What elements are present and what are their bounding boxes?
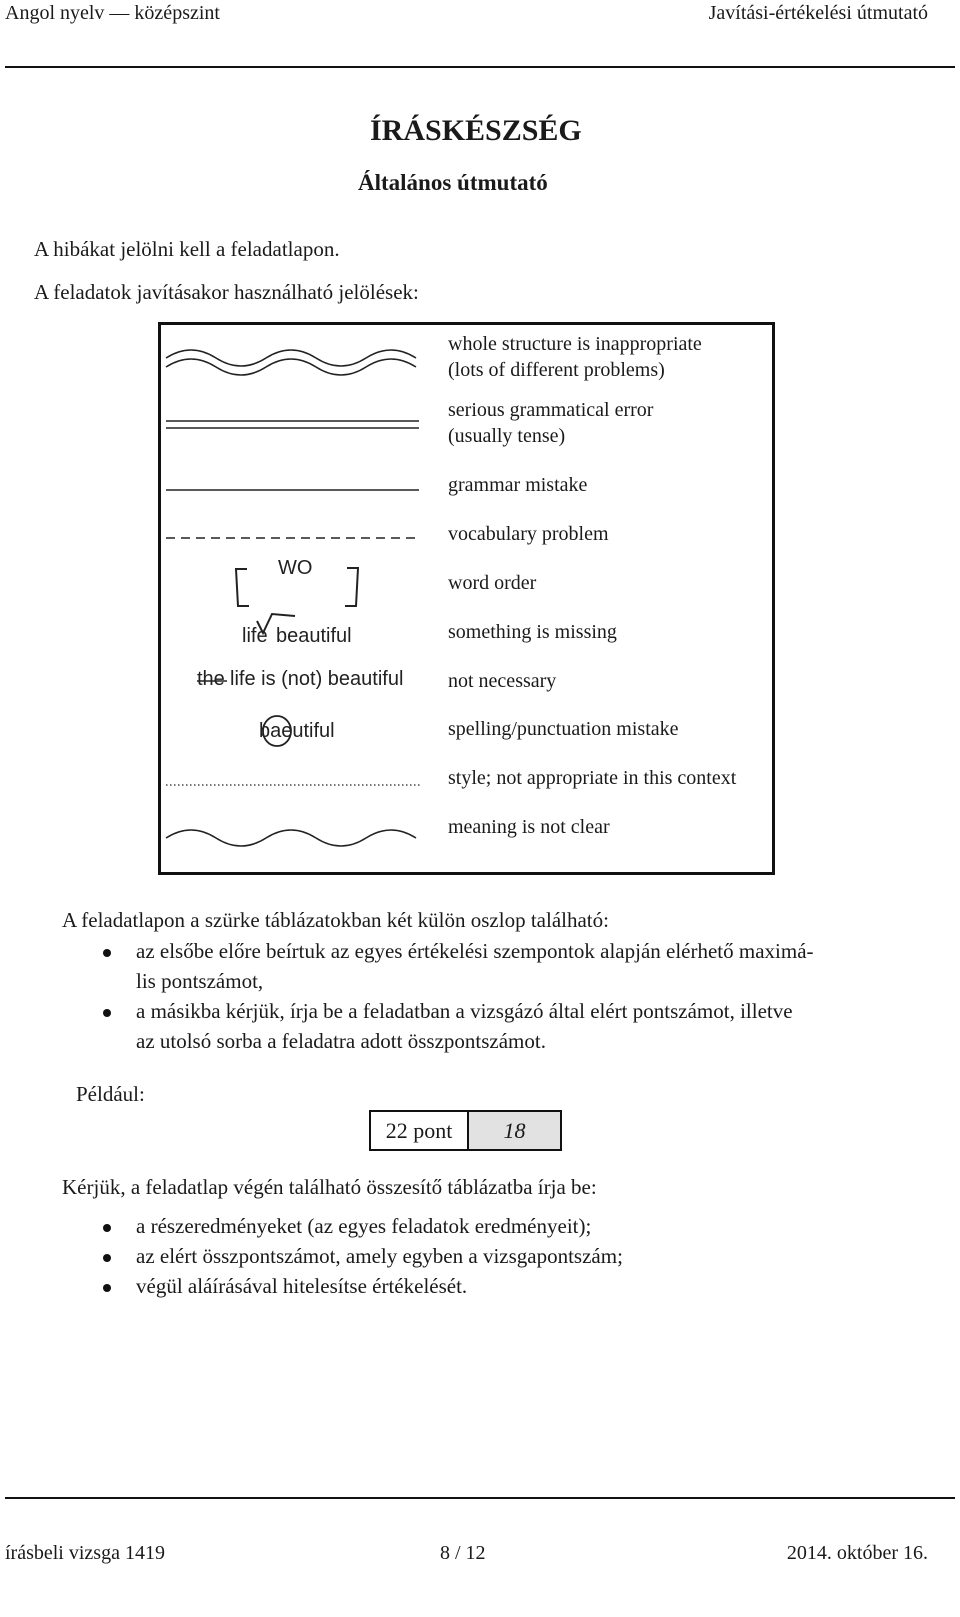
missing-example-right: beautiful <box>276 625 352 647</box>
legend-desc-meaning: meaning is not clear <box>448 816 610 838</box>
footer-date: 2014. október 16. <box>786 1542 928 1564</box>
example-score-table <box>369 1110 562 1151</box>
summary-table-bullets <box>64 1211 934 1301</box>
word-order-label: WO <box>278 557 313 579</box>
legend-desc-serious-grammar-line-2: (usually tense) <box>448 425 566 447</box>
bullet-icon <box>103 1284 111 1292</box>
header-doc-type: Javítási-értékelési útmutató <box>708 2 928 24</box>
list-item <box>64 1271 934 1301</box>
grey-tables-bullets <box>64 936 934 1056</box>
bullet-text: végül aláírásával hitelesítse értékelését. <box>136 1274 468 1298</box>
list-item <box>64 1211 934 1241</box>
page-subtitle: Általános útmutató <box>358 170 548 195</box>
intro-line-2: A feladatok javításakor használható jelölések: <box>34 280 419 304</box>
footer-rule <box>5 1497 955 1499</box>
word-order-left-bracket <box>236 569 249 606</box>
bullet-text: lis pontszámot, <box>136 969 264 993</box>
legend-desc-structure <box>448 331 702 383</box>
intro-line-1: A hibákat jelölni kell a feladatlapon. <box>34 237 340 261</box>
list-item-continuation <box>64 966 934 996</box>
legend-desc-serious-grammar <box>448 397 653 449</box>
bullet-icon <box>103 1009 111 1017</box>
correction-marks-legend <box>158 322 775 875</box>
spelling-example-rest: utiful <box>292 720 335 742</box>
page-number: 8 / 12 <box>440 1542 486 1564</box>
bullet-text: az elsőbe előre beírtuk az egyes értékelési szempontok alapján elérhető maximá- <box>136 939 814 963</box>
bullet-text: az utolsó sorba a feladatra adott összpontszámot. <box>136 1029 546 1053</box>
bullet-icon <box>103 1254 111 1262</box>
unnecessary-struck-word: the <box>197 668 225 690</box>
spelling-example <box>259 720 335 743</box>
page-title: ÍRÁSKÉSZSÉG <box>370 114 582 147</box>
legend-desc-word-order: word order <box>448 572 537 594</box>
grey-tables-paragraph: A feladatlapon a szürke táblázatokban két külön oszlop található: <box>62 908 609 932</box>
example-achieved-points: 18 <box>469 1112 560 1149</box>
example-max-points: 22 pont <box>371 1112 469 1149</box>
legend-desc-structure-line-1: whole structure is inappropriate <box>448 333 702 355</box>
list-item <box>64 936 934 966</box>
double-wavy-line-symbol <box>166 350 416 375</box>
header-rule <box>5 66 955 68</box>
bullet-icon <box>103 1224 111 1232</box>
footer-exam-code: írásbeli vizsga 1419 <box>5 1542 165 1564</box>
list-item <box>64 996 934 1026</box>
legend-desc-serious-grammar-line-1: serious grammatical error <box>448 399 654 421</box>
bullet-icon <box>103 949 111 957</box>
legend-desc-style: style; not appropriate in this context <box>448 767 737 789</box>
spelling-example-ae: ae <box>270 720 293 742</box>
summary-table-paragraph: Kérjük, a feladatlap végén található összesítő táblázatba írja be: <box>62 1175 597 1199</box>
bullet-text: az elért összpontszámot, amely egyben a vizsgapontszám; <box>136 1244 623 1268</box>
example-label: Például: <box>76 1082 145 1106</box>
unnecessary-example-rest: life is (not) beautiful <box>230 668 404 690</box>
legend-desc-vocabulary: vocabulary problem <box>448 523 609 545</box>
bullet-text: a másikba kérjük, írja be a feladatban a vizsgázó által elért pontszámot, illetve <box>136 999 793 1023</box>
list-item-continuation <box>64 1026 934 1056</box>
legend-desc-missing: something is missing <box>448 621 617 643</box>
bullet-text: a részeredményeket (az egyes feladatok eredményeit); <box>136 1214 592 1238</box>
wavy-line-symbol <box>166 830 416 846</box>
legend-desc-spelling: spelling/punctuation mistake <box>448 718 679 740</box>
header-subject: Angol nyelv — középszint <box>5 2 220 24</box>
legend-desc-not-necessary: not necessary <box>448 670 557 692</box>
list-item <box>64 1241 934 1271</box>
legend-desc-grammar: grammar mistake <box>448 474 588 496</box>
word-order-right-bracket <box>345 568 358 606</box>
legend-desc-structure-line-2: (lots of different problems) <box>448 359 665 381</box>
missing-example-left: life <box>242 625 268 647</box>
spelling-example-b: b <box>259 720 271 742</box>
